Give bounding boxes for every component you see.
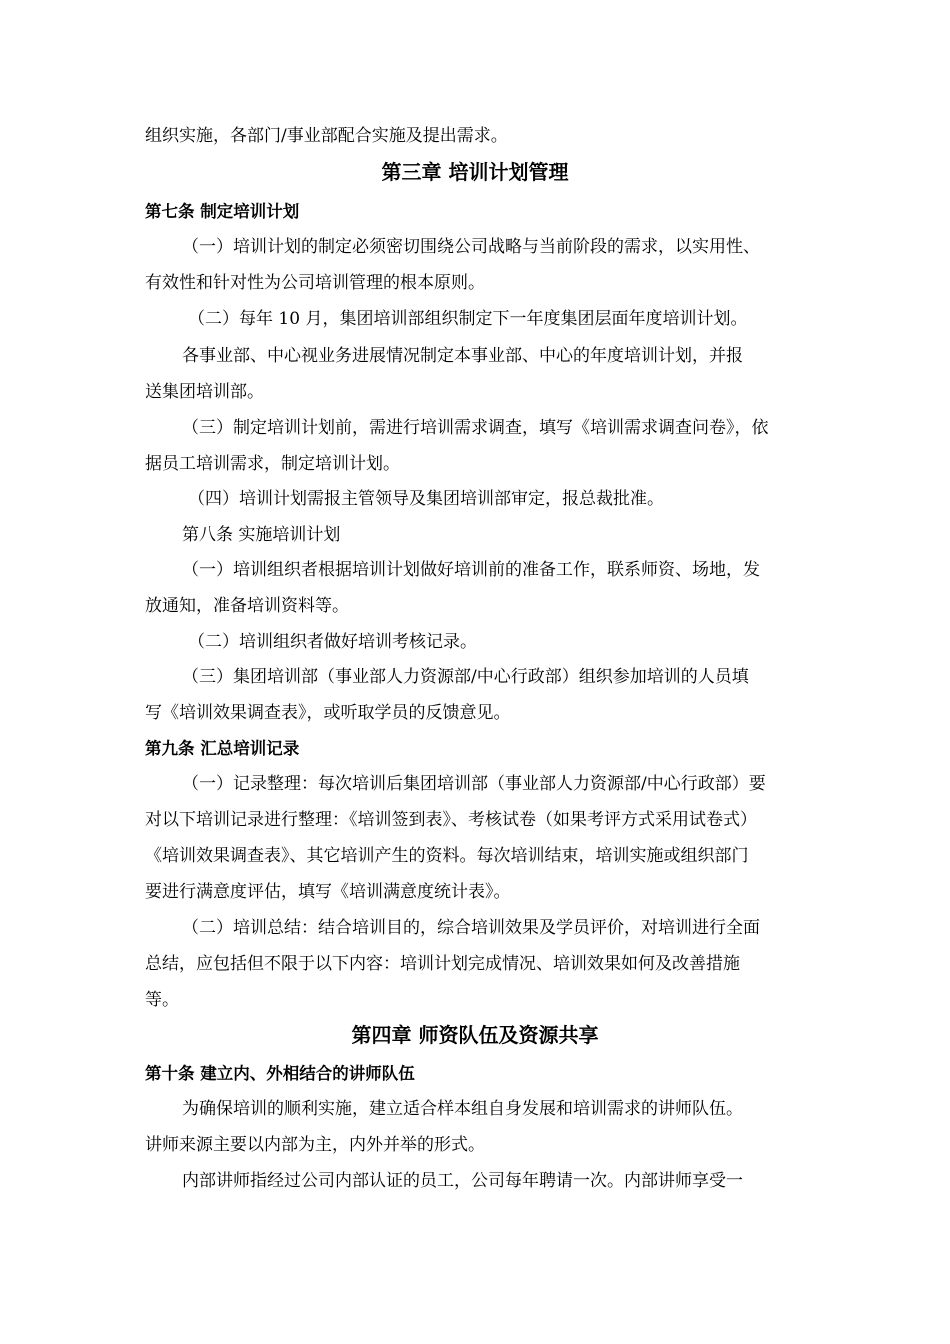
article-heading-9: 第九条 汇总培训记录: [145, 739, 300, 758]
paragraph-line: （二）每年 10 月，集团培训部组织制定下一年度集团层面年度培训计划。: [188, 309, 748, 329]
article-heading-10: 第十条 建立内、外相结合的讲师队伍: [145, 1064, 415, 1083]
chapter-heading-3: 第三章 培训计划管理: [381, 160, 569, 184]
paragraph-line: 写《培训效果调查表》，或听取学员的反馈意见。: [145, 703, 511, 723]
paragraph-line: （三）集团培训部（事业部人力资源部/中心行政部）组织参加培训的人员填: [182, 667, 749, 687]
paragraph-line: （四）培训计划需报主管领导及集团培训部审定，报总裁批准。: [188, 489, 664, 509]
paragraph-line: 要进行满意度评估，填写《培训满意度统计表》。: [145, 882, 511, 902]
chapter-heading-4: 第四章 师资队伍及资源共享: [351, 1023, 599, 1047]
paragraph-line: 送集团培训部。: [145, 382, 264, 402]
paragraph-line: 等。: [145, 990, 179, 1010]
paragraph-line: 总结，应包括但不限于以下内容：培训计划完成情况、培训效果如何及改善措施: [145, 954, 740, 974]
paragraph-line: 据员工培训需求，制定培训计划。: [145, 454, 400, 474]
paragraph-line: 《培训效果调查表》、其它培训产生的资料。每次培训结束，培训实施或组织部门: [145, 846, 749, 866]
paragraph-line: （一）培训计划的制定必须密切围绕公司战略与当前阶段的需求，以实用性、: [182, 237, 760, 257]
paragraph-line: （一）培训组织者根据培训计划做好培训前的准备工作，联系师资、场地，发: [182, 560, 760, 580]
paragraph-line: 有效性和针对性为公司培训管理的根本原则。: [145, 273, 485, 293]
paragraph-line: 组织实施，各部门/事业部配合实施及提出需求。: [145, 126, 508, 146]
paragraph-line: （二）培训组织者做好培训考核记录。: [188, 632, 477, 652]
article-heading-7: 第七条 制定培训计划: [145, 202, 300, 221]
paragraph-line: 为确保培训的顺利实施，建立适合样本组自身发展和培训需求的讲师队伍。: [182, 1099, 743, 1119]
paragraph-line: 对以下培训记录进行整理：《培训签到表》、考核试卷（如果考评方式采用试卷式）: [145, 810, 757, 830]
paragraph-line: 内部讲师指经过公司内部认证的员工，公司每年聘请一次。内部讲师享受一: [182, 1171, 743, 1191]
paragraph-line: （一）记录整理：每次培训后集团培训部（事业部人力资源部/中心行政部）要: [182, 774, 766, 794]
paragraph-line: （三）制定培训计划前，需进行培训需求调查，填写《培训需求调查问卷》，依: [182, 418, 769, 438]
paragraph-line: （二）培训总结：结合培训目的，综合培训效果及学员评价，对培训进行全面: [182, 918, 760, 938]
paragraph-line: 放通知，准备培训资料等。: [145, 596, 349, 616]
article-heading-8: 第八条 实施培训计划: [182, 525, 341, 545]
paragraph-line: 讲师来源主要以内部为主，内外并举的形式。: [145, 1135, 485, 1155]
paragraph-line: 各事业部、中心视业务进展情况制定本事业部、中心的年度培训计划，并报: [182, 346, 743, 366]
